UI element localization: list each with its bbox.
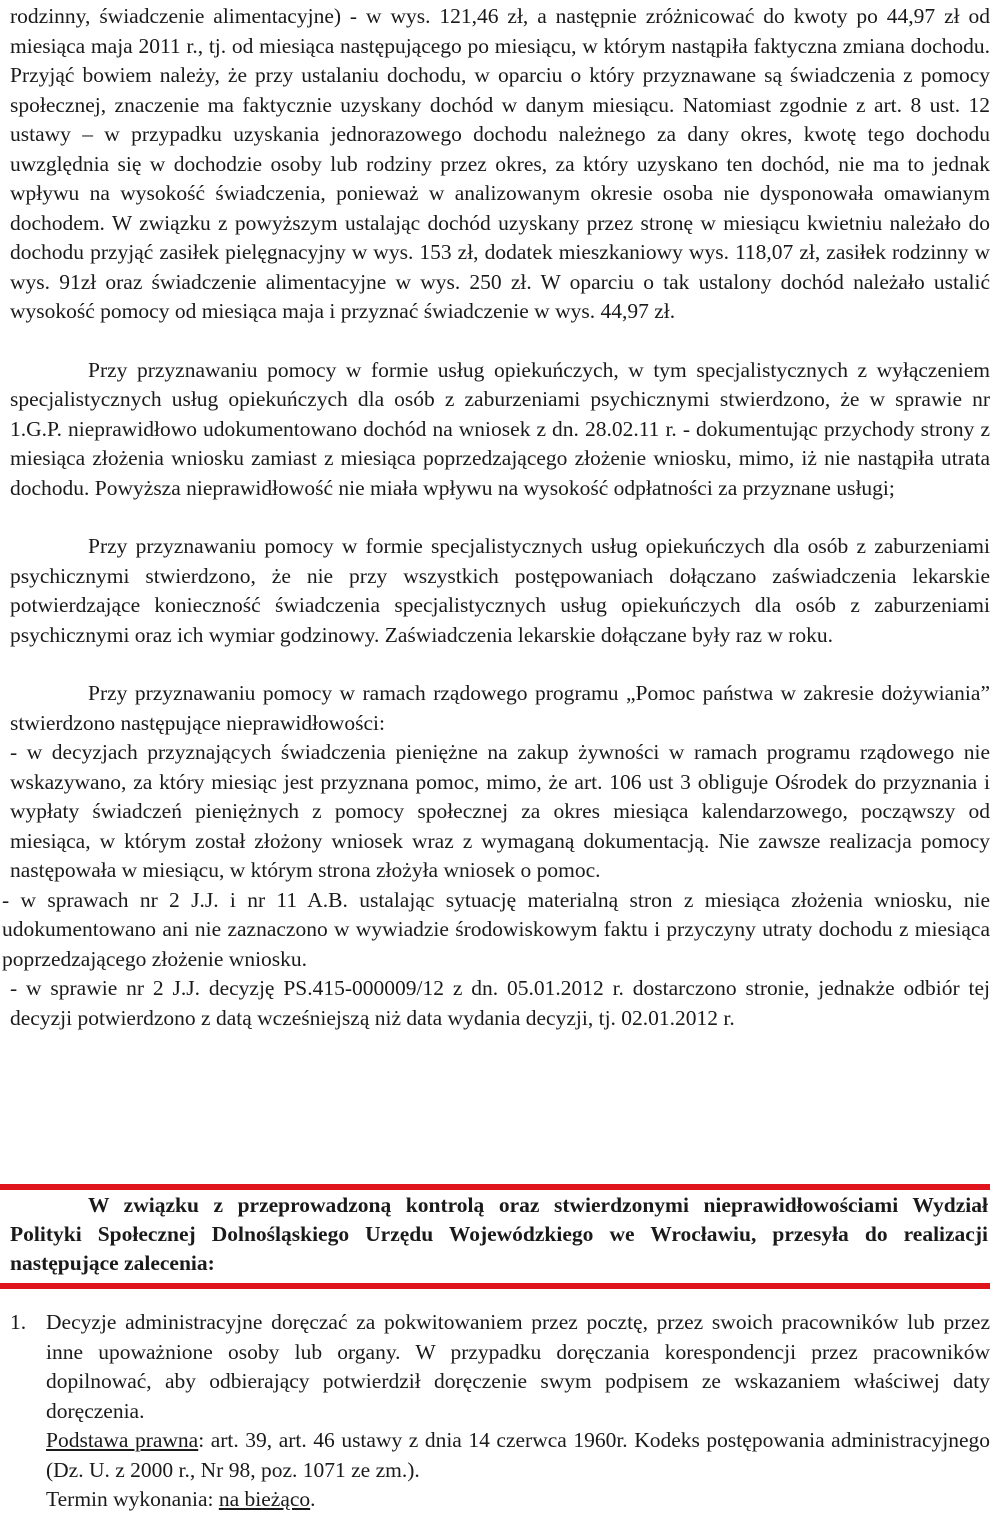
list-item xyxy=(10,1308,990,1515)
legal-basis xyxy=(46,1426,990,1485)
recommendation-list xyxy=(10,1308,990,1515)
paragraph-care-services: Przy przyznawaniu pomocy w formie usług opiekuńczych, w tym specjalistycznych z wyłączeniem specjalistycznych usług opiekuńczych dla osób z zaburzeniami psychicznymi stwierdzono, że w sprawie nr 1.G.P. nieprawidłowo udokumentowano dochód na wniosek z dn. 28.02.11 r. - dokumentując przychody strony z miesiąca złożenia wniosku zamiast z miesiąca poprzedzającego złożenie wniosku, mimo, iż nie nastąpiła utrata dochodu. Powyższa nieprawidłowość nie miała wpływu na wysokość odpłatności za przyznane usługi; xyxy=(10,357,990,500)
list-item: - w sprawie nr 2 J.J. decyzję PS.415-000009/12 z dn. 05.01.2012 r. dostarczono stronie, jednakże odbiór tej decyzji potwierdzono z datą wcześniejszą niż data wydania decyzji, tj. 02.01.2012 r. xyxy=(10,976,990,1030)
list-item: - w decyzjach przyznających świadczenia pieniężne na zakup żywności w ramach programu rządowego nie wskazywano, za który miesiąc jest przyznana pomoc, mimo, że art. 106 ust 3 obliguje Ośrodek do przyznania i wypłaty świadczeń pieniężnych z pomocy społecznej za okres miesiąca kalendarzowego, począwszy od miesiąca, w którym został złożony wniosek wraz z wymaganą dokumentacją. Nie zawsze realizacja pomocy następowała w miesiącu, w którym strona złożyła wniosek o pomoc. xyxy=(10,740,990,882)
divider-top xyxy=(0,1184,990,1190)
paragraph-income: rodzinny, świadczenie alimentacyjne) - w wys. 121,46 zł, a następnie zróżnicować do kwoty po 44,97 zł od miesiąca maja 2011 r., tj. od miesiąca następującego po miesiącu, w którym nastąpiła faktyczna zmiana dochodu. Przyjąć bowiem należy, że przy ustalaniu dochodu, w oparciu o który przyznawane są świadczenia z pomocy społecznej, znaczenie ma faktycznie uzyskany dochód w danym miesiącu. Natomiast zgodnie z art. 8 ust. 12 ustawy – w przypadku uzyskania jednorazowego dochodu należnego za dany okres, kwotę tego dochodu uwzględnia się w dochodzie osoby lub rodziny przez okres, za który uzyskano ten dochód, nie ma to jednak wpływu na wysokość świadczenia, ponieważ w analizowanym okresie osoba nie dysponowała omawianym dochodem. W związku z powyższym ustalając dochód uzyskany przez stronę w miesiącu kwietniu należało do dochodu przyjąć zasiłek pielęgnacyjny w wys. 153 zł, dodatek mieszkaniowy wys. 118,07 zł, zasiłek rodzinny w wys. 91zł oraz świadczenie alimentacyjne w wys. 250 zł. W oparciu o tak ustalony dochód należało ustalić wysokość pomocy od miesiąca maja i przyznać świadczenie w wys. 44,97 zł. xyxy=(10,4,990,323)
list-item-number: 1. xyxy=(10,1310,27,1334)
recommendation-text: Decyzje administracyjne doręczać za pokwitowaniem przez pocztę, przez swoich pracowników lub przez inne upoważnione osoby lub organy. W przypadku doręczania korespondencji przez pracowników dopilnować, aby odbierający potwierdził doręczenie swym podpisem ze wskazaniem właściwej daty doręczenia. xyxy=(46,1310,990,1423)
paragraph-specialist-services: Przy przyznawaniu pomocy w formie specjalistycznych usług opiekuńczych dla osób z zaburzeniami psychicznymi stwierdzono, że nie przy wszystkich postępowaniach dołączano zaświadczenia lekarskie potwierdzające konieczność świadczenia specjalistycznych usług opiekuńczych dla osób z zaburzeniami psychicznymi oraz ich wymiar godzinowy. Zaświadczenia lekarskie dołączane były raz w roku. xyxy=(10,534,990,647)
recommendation-body xyxy=(46,1308,990,1515)
paragraph-nutrition-program-intro: Przy przyznawaniu pomocy w ramach rządowego programu „Pomoc państwa w zakresie dożywiania” stwierdzono następujące nieprawidłowości: xyxy=(10,681,990,735)
legal-basis-text: : art. 39, art. 46 ustawy z dnia 14 czerwca 1960r. Kodeks postępowania administracyjnego (Dz. U. z 2000 r., Nr 98, poz. 1071 ze zm.). xyxy=(46,1428,990,1482)
deadline-end: . xyxy=(310,1487,316,1511)
divider-bottom xyxy=(0,1283,990,1289)
recommendations-heading: W związku z przeprowadzoną kontrolą oraz stwierdzonymi nieprawidłowościami Wydział Polityki Społecznej Dolnośląskiego Urzędu Wojewódzkiego we Wrocławiu, przesyła do realizacji następujące zalecenia: xyxy=(10,1193,988,1275)
document-body xyxy=(2,2,990,1033)
list-item: - w sprawach nr 2 J.J. i nr 11 A.B. ustalając sytuację materialną stron z miesiąca złożenia wniosku, nie udokumentowano ani nie zaznaczono w wywiadzie środowiskowym faktu i przyczyny utraty dochodu z miesiąca poprzedzającego złożenie wniosku. xyxy=(2,887,990,971)
legal-basis-label: Podstawa prawna xyxy=(46,1428,199,1452)
deadline-label: Termin wykonania: xyxy=(46,1487,219,1511)
deadline-value: na bieżąco xyxy=(218,1487,311,1511)
deadline xyxy=(46,1485,990,1515)
